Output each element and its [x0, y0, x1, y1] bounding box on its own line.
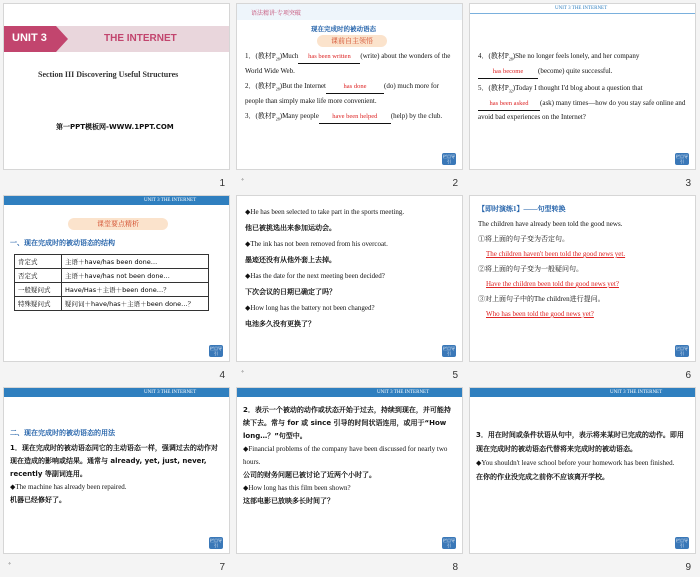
usage-text: 3．用在时间或条件状语从句中，表示将来某时已完成的动作。即用现在完成时的被动语态代替将来完成时的被动语态。: [476, 431, 684, 453]
slide-3: [469, 3, 696, 170]
slide-thumb-1[interactable]: [0, 0, 233, 192]
q-prefix: 3．(教材P: [245, 112, 276, 120]
back-nav-button[interactable]: [675, 537, 689, 549]
section-title: Section III Discovering Useful Structures: [38, 70, 179, 79]
answer-blank[interactable]: has become: [478, 66, 538, 79]
exercise-block: [478, 202, 690, 322]
q-prefix: 1．(教材P: [245, 52, 276, 60]
slide-number: 7: [219, 562, 225, 573]
slide-mark: ﾞ: [241, 179, 246, 189]
slide-number: 8: [452, 562, 458, 573]
slide-header: [470, 4, 695, 14]
task-2: ②将上面的句子变为一般疑问句。: [478, 265, 583, 273]
example-cn: 他已被挑选出来参加运动会。: [245, 224, 336, 232]
q-text: (write) about the wonders of the World Wide Web.: [245, 52, 451, 76]
q-page: 28: [508, 56, 513, 62]
back-nav-button[interactable]: [442, 153, 456, 165]
example-en: ◆Financial problems of the company have been discussed for nearly two hours.: [243, 445, 448, 466]
slide-number: 5: [452, 370, 458, 381]
task-1: ①将上面的句子变为否定句。: [478, 235, 569, 243]
slide-thumb-2[interactable]: [233, 0, 466, 192]
slide-4: [3, 195, 230, 362]
example-en: ◆The ink has not been removed from his overcoat.: [245, 240, 388, 248]
row-value: 主语＋have/has been done…: [62, 255, 209, 269]
slide-thumb-5[interactable]: [233, 192, 466, 384]
unit-header: UNIT 3 THE INTERNET: [377, 390, 430, 395]
back-nav-button[interactable]: [675, 153, 689, 165]
q-page: 28: [275, 86, 280, 92]
slide-8: [236, 387, 463, 554]
usage-block: [476, 428, 690, 484]
example-cn: 在你的作业没完成之前你不应该离开学校。: [476, 473, 609, 481]
table-row: [15, 297, 209, 311]
question-3: [245, 110, 457, 125]
structure-table: [14, 254, 209, 311]
slide-mark: ﾞ: [8, 563, 13, 573]
example-en: ◆Has the date for the next meeting been decided?: [245, 272, 385, 280]
section-title: 一、现在完成时的被动语态的结构: [10, 239, 115, 247]
example-en: ◆He has been selected to take part in the sports meeting.: [245, 208, 405, 216]
row-value: 疑问词＋have/has＋主语＋been done…？: [62, 297, 209, 311]
slide-2: [236, 3, 463, 170]
q-prefix: 5．(教材P: [478, 84, 509, 92]
answer-2: Have the children been told the good news yet?: [486, 280, 619, 288]
row-value: Have/Has＋主语＋been done…？: [62, 283, 209, 297]
back-nav-button[interactable]: [209, 345, 223, 357]
back-nav-button[interactable]: [675, 345, 689, 357]
badge-arrow: [56, 26, 68, 52]
back-label: 栏目导引: [676, 346, 688, 356]
q-page: 32: [508, 88, 513, 94]
example-cn: 墨迹还没有从他外套上去掉。: [245, 256, 336, 264]
exercise-title: 【即时演练1】——句型转换: [478, 205, 566, 213]
section-pill: [317, 35, 387, 47]
back-label: 栏目导引: [210, 538, 222, 548]
slide-mark: ﾞ: [241, 371, 246, 381]
slide-9: [469, 387, 696, 554]
unit-header: UNIT 3 THE INTERNET: [610, 390, 663, 395]
q-text: )Many people: [279, 112, 319, 120]
example-en: ◆You shouldn't leave school before your homework has been finished.: [476, 459, 675, 467]
back-label: 栏目导引: [443, 538, 455, 548]
example-cn: 公司的财务问题已被讨论了近两个小时了。: [243, 471, 376, 479]
slide-thumb-8[interactable]: [233, 384, 466, 576]
slide-header: [4, 388, 229, 397]
back-nav-button[interactable]: [209, 537, 223, 549]
q-text: )She no longer feels lonely, and her company: [512, 52, 640, 60]
row-label: 肯定式: [15, 255, 62, 269]
given-sentence: The children have already been told the good news.: [478, 220, 623, 228]
question-1: [245, 50, 457, 77]
example-list: [245, 204, 457, 332]
q-text: )But the Internet: [279, 82, 326, 90]
row-value: 主语＋have/has not been done…: [62, 269, 209, 283]
slide-heading: 现在完成时的被动语态: [311, 25, 376, 33]
usage-block: [10, 442, 224, 507]
question-2: [245, 80, 457, 107]
back-label: 栏目导引: [676, 154, 688, 164]
usage-block: [243, 404, 457, 508]
table-row: [15, 269, 209, 283]
answer-blank[interactable]: has been asked: [478, 98, 540, 111]
example-cn: 机器已经修好了。: [10, 496, 66, 504]
answer-1: The children haven't been told the good news yet.: [486, 250, 626, 258]
back-label: 栏目导引: [676, 538, 688, 548]
slide-number: 9: [685, 562, 691, 573]
q-prefix: 2．(教材P: [245, 82, 276, 90]
back-label: 栏目导引: [210, 346, 222, 356]
back-nav-button[interactable]: [442, 537, 456, 549]
q-page: 28: [275, 56, 280, 62]
unit-badge: [4, 26, 56, 52]
slide-number: 4: [219, 370, 225, 381]
q-text: (become) quite successful.: [538, 67, 613, 76]
q-text: )Much: [279, 52, 299, 60]
slide-number: 3: [685, 178, 691, 189]
q-text: (help) by the club.: [390, 112, 443, 120]
slide-header: [470, 388, 695, 397]
example-en: ◆How long has the battery not been changed?: [245, 304, 375, 312]
question-5: [478, 82, 690, 123]
q-prefix: 4．(教材P: [478, 52, 509, 60]
back-label: 栏目导引: [443, 154, 455, 164]
row-label: 特殊疑问式: [15, 297, 62, 311]
slide-7: [3, 387, 230, 554]
answer-blank[interactable]: has been written: [298, 51, 360, 64]
unit-header: UNIT 3 THE INTERNET: [555, 6, 608, 11]
unit-label: UNIT 3: [12, 32, 47, 44]
section-title: 二、现在完成时的被动语态的用法: [10, 429, 115, 437]
example-en: ◆The machine has already been repaired.: [10, 483, 127, 491]
table-row: [15, 255, 209, 269]
pill-label: 课堂要点精析: [97, 220, 139, 228]
usage-text: 1．现在完成时的被动语态同它的主动语态一样，强调过去的动作对现在造成的影响或结果。通常与 already, yet, just, never, recently 等副词连用。: [10, 444, 218, 478]
slide-1: [3, 3, 230, 170]
unit-header: UNIT 3 THE INTERNET: [144, 198, 197, 203]
slide-thumb-7[interactable]: [0, 384, 233, 576]
table-row: [15, 283, 209, 297]
q-text: (do) much more for people than simply make life more convenient.: [245, 82, 440, 106]
usage-text: 2．表示一个被动的动作或状态开始于过去，持续到现在，并可能持续下去。常与 for 或 since 引导的时间状语连用，或用于“How long…？”句型中。: [243, 406, 451, 440]
answer-blank[interactable]: have been helped: [319, 111, 391, 124]
watermark-text: 第一PPT模板网-WWW.1PPT.COM: [56, 123, 174, 131]
pill-label: 课前自主领悟: [331, 37, 373, 45]
example-cn: 电池多久没有更换了？: [245, 320, 315, 328]
answer-blank[interactable]: has done: [326, 81, 384, 94]
q-text: (ask) many times—how do you stay safe online and avoid bad experiences on the Internet?: [478, 99, 686, 122]
row-label: 否定式: [15, 269, 62, 283]
q-page: 28: [275, 116, 280, 122]
slide-number: 6: [685, 370, 691, 381]
row-label: 一般疑问式: [15, 283, 62, 297]
slide-number: 2: [452, 178, 458, 189]
question-4: [478, 50, 690, 79]
slide-thumb-9[interactable]: [466, 384, 699, 576]
example-cn: 下次会议的日期已确定了吗？: [245, 288, 336, 296]
slide-5: [236, 195, 463, 362]
slide-thumb-6[interactable]: [466, 192, 699, 384]
slide-header: [237, 388, 462, 397]
q-text: )Today I thought I'd blog about a question that: [512, 84, 643, 92]
example-cn: 这部电影已放映多长时间了？: [243, 497, 334, 505]
slide-thumb-3[interactable]: [466, 0, 699, 192]
back-nav-button[interactable]: [442, 345, 456, 357]
task-3: ③对上面句子中的The children进行提问。: [478, 295, 605, 303]
answer-3: Who has been told the good news yet?: [486, 310, 594, 318]
back-label: 栏目导引: [443, 346, 455, 356]
example-en: ◆How long has this film been shown?: [243, 484, 351, 492]
unit-header: UNIT 3 THE INTERNET: [144, 390, 197, 395]
header-tag: 语法精讲·专项突破: [251, 10, 301, 17]
slide-6: [469, 195, 696, 362]
section-pill: [68, 218, 168, 230]
slide-thumb-4[interactable]: [0, 192, 233, 384]
slide-number: 1: [219, 178, 225, 189]
slide-header: [4, 196, 229, 205]
slide-title: THE INTERNET: [104, 33, 177, 44]
